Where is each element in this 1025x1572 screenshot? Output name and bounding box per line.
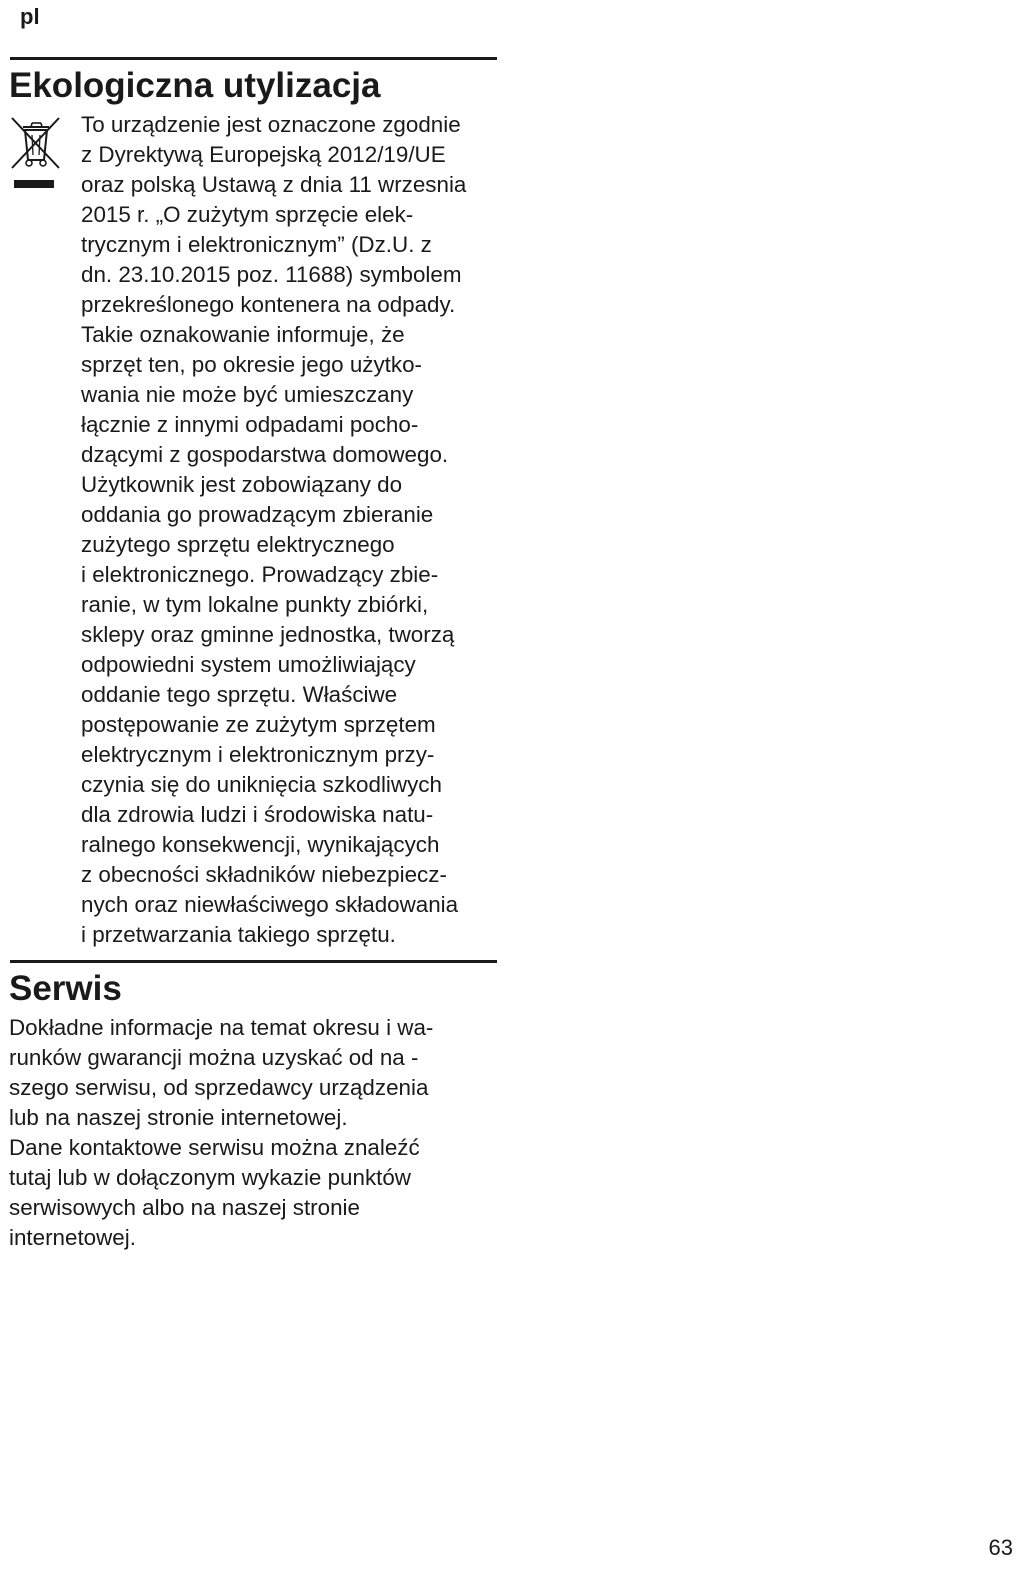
text-line: wania nie może być umieszczany bbox=[81, 382, 414, 407]
text-line: dzącymi z gospodarstwa domowego. bbox=[81, 442, 449, 467]
text-line: 2015 r. „O zużytym sprzęcie elek- bbox=[81, 202, 414, 227]
text-line: postępowanie ze zużytym sprzętem bbox=[81, 712, 436, 737]
section-title-disposal: Ekologiczna utylizacja bbox=[9, 66, 381, 105]
disposal-text bbox=[81, 110, 499, 950]
text-line: To urządzenie jest oznaczone zgodnie bbox=[81, 112, 461, 137]
service-text bbox=[9, 1013, 499, 1253]
text-line: dla zdrowia ludzi i środowiska natu- bbox=[81, 802, 434, 827]
text-line: odpowiedni system umożliwiający bbox=[81, 652, 416, 677]
text-line: serwisowych albo na naszej stronie bbox=[9, 1195, 360, 1220]
crossed-out-wheelie-bin-icon bbox=[8, 114, 64, 194]
text-line: Takie oznakowanie informuje, że bbox=[81, 322, 405, 347]
text-line: i przetwarzania takiego sprzętu. bbox=[81, 922, 396, 947]
text-line: dn. 23.10.2015 poz. 11688) symbolem bbox=[81, 262, 462, 287]
text-line: czynia się do uniknięcia szkodliwych bbox=[81, 772, 442, 797]
text-line: nych oraz niewłaściwego składowania bbox=[81, 892, 459, 917]
text-line: Użytkownik jest zobowiązany do bbox=[81, 472, 403, 497]
text-line: Dane kontaktowe serwisu można znaleźć bbox=[9, 1135, 420, 1160]
text-line: łącznie z innymi odpadami pocho- bbox=[81, 412, 419, 437]
page-number: 63 bbox=[988, 1535, 1013, 1560]
text-line: sprzęt ten, po okresie jego użytko- bbox=[81, 352, 423, 377]
section-divider bbox=[10, 57, 497, 60]
section-title-service: Serwis bbox=[9, 969, 122, 1008]
text-line: tutaj lub w dołączonym wykazie punktów bbox=[9, 1165, 411, 1190]
text-line: oraz polską Ustawą z dnia 11 wrzesnia bbox=[81, 172, 467, 197]
text-line: sklepy oraz gminne jednostka, tworzą bbox=[81, 622, 455, 647]
text-line: z obecności składników niebezpiecz- bbox=[81, 862, 447, 887]
text-line: elektrycznym i elektronicznym przy- bbox=[81, 742, 435, 767]
text-line: Dokładne informacje na temat okresu i wa- bbox=[9, 1015, 434, 1040]
text-line: trycznym i elektronicznym” (Dz.U. z bbox=[81, 232, 432, 257]
language-code: pl bbox=[20, 4, 40, 29]
text-line: oddania go prowadzącym zbieranie bbox=[81, 502, 434, 527]
text-line: szego serwisu, od sprzedawcy urządzenia bbox=[9, 1075, 429, 1100]
text-line: zużytego sprzętu elektrycznego bbox=[81, 532, 395, 557]
section-divider bbox=[10, 960, 497, 963]
text-line: internetowej. bbox=[9, 1225, 136, 1250]
text-line: oddanie tego sprzętu. Właściwe bbox=[81, 682, 398, 707]
text-line: i elektronicznego. Prowadzący zbie- bbox=[81, 562, 439, 587]
text-line: lub na naszej stronie internetowej. bbox=[9, 1105, 348, 1130]
text-line: przekreślonego kontenera na odpady. bbox=[81, 292, 456, 317]
text-line: ranie, w tym lokalne punkty zbiórki, bbox=[81, 592, 429, 617]
text-line: runków gwarancji można uzyskać od na - bbox=[9, 1045, 419, 1070]
text-line: z Dyrektywą Europejską 2012/19/UE bbox=[81, 142, 446, 167]
text-line: ralnego konsekwencji, wynikających bbox=[81, 832, 440, 857]
